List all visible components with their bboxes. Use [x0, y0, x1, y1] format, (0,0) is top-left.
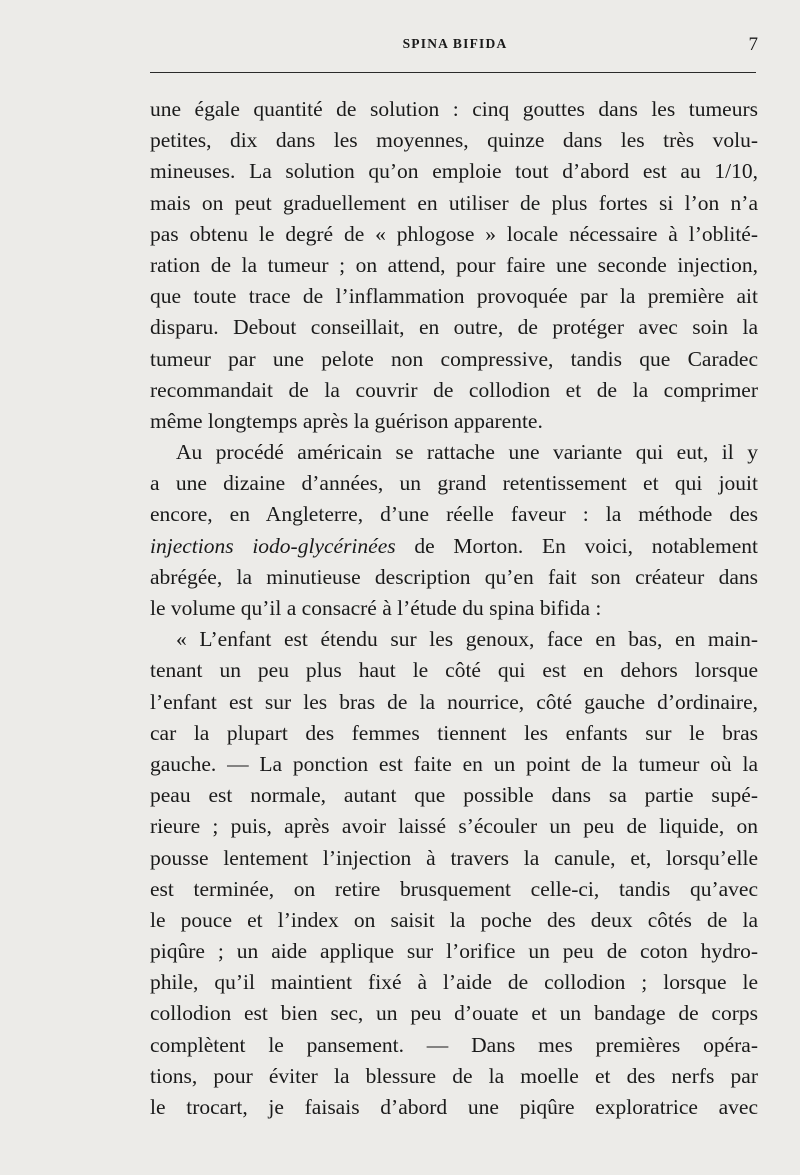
text-line: peau est normale, autant que possible dans sa partie supé- [150, 783, 758, 808]
paragraph-3 [150, 624, 758, 1123]
text-line: phile, qu’il maintient fixé à l’aide de collodion ; lorsque le [150, 970, 758, 995]
paragraph-1 [150, 94, 758, 437]
running-title: SPINA BIFIDA [402, 36, 508, 51]
header-rule [150, 72, 756, 73]
text-line: collodion est bien sec, un peu d’ouate et un bandage de corps [150, 1001, 758, 1026]
text-line: a une dizaine d’années, un grand retentissement et qui jouit [150, 471, 758, 496]
text-line: que toute trace de l’inflammation provoquée par la première ait [150, 284, 758, 309]
text-line: car la plupart des femmes tiennent les enfants sur le bras [150, 720, 758, 745]
page-number: 7 [748, 34, 758, 55]
page-header [150, 36, 760, 58]
text-line: tions, pour éviter la blessure de la moelle et des nerfs par [150, 1063, 758, 1088]
text-line: même longtemps après la guérison apparente. [150, 408, 543, 433]
text-line: rieure ; puis, après avoir laissé s’écouler un peu de liquide, on [150, 814, 758, 839]
body-text [150, 94, 758, 1123]
text-line: piqûre ; un aide applique sur l’orifice un peu de coton hydro- [150, 939, 758, 964]
text-line-with-italic [150, 531, 758, 562]
text-line: pas obtenu le degré de « phlogose » locale nécessaire à l’oblité- [150, 221, 758, 246]
text-line: gauche. — La ponction est faite en un point de la tumeur où la [150, 751, 758, 776]
text-line: mineuses. La solution qu’on emploie tout d’abord est au 1/10, [150, 159, 758, 184]
text-line: tumeur par une pelote non compressive, tandis que Caradec [150, 346, 758, 371]
text-line: petites, dix dans les moyennes, quinze dans les très volu- [150, 128, 758, 153]
text-line: tenant un peu plus haut le côté qui est en dehors lorsque [150, 658, 758, 683]
text-line: complètent le pansement. — Dans mes premières opéra- [150, 1032, 758, 1057]
text-line: l’enfant est sur les bras de la nourrice, côté gauche d’ordinaire, [150, 689, 758, 714]
text-line: abrégée, la minutieuse description qu’en fait son créateur dans [150, 564, 758, 589]
text-fragment: de Morton. En voici, notablement [414, 533, 758, 558]
paragraph-2 [150, 437, 758, 624]
text-line: le pouce et l’index on saisit la poche des deux côtés de la [150, 907, 758, 932]
text-line: pousse lentement l’injection à travers la canule, et, lorsqu’elle [150, 845, 758, 870]
text-line: encore, en Angleterre, d’une réelle faveur : la méthode des [150, 502, 758, 527]
text-line: disparu. Debout conseillait, en outre, de protéger avec soin la [150, 315, 758, 340]
text-line: est terminée, on retire brusquement celle-ci, tandis qu’avec [150, 876, 758, 901]
text-line: ration de la tumeur ; on attend, pour faire une seconde injection, [150, 252, 758, 277]
italic-term: injections iodo-glycérinées [150, 533, 396, 558]
text-line: « L’enfant est étendu sur les genoux, face en bas, en main- [176, 627, 758, 652]
text-line: Au procédé américain se rattache une variante qui eut, il y [176, 440, 758, 465]
text-line: mais on peut graduellement en utiliser de plus fortes si l’on n’a [150, 190, 758, 215]
text-line: le volume qu’il a consacré à l’étude du spina bifida : [150, 596, 602, 620]
text-line: recommandait de la couvrir de collodion et de la comprimer [150, 377, 758, 402]
text-line: le trocart, je faisais d’abord une piqûre exploratrice avec [150, 1095, 758, 1119]
text-line: une égale quantité de solution : cinq gouttes dans les tumeurs [150, 97, 758, 121]
